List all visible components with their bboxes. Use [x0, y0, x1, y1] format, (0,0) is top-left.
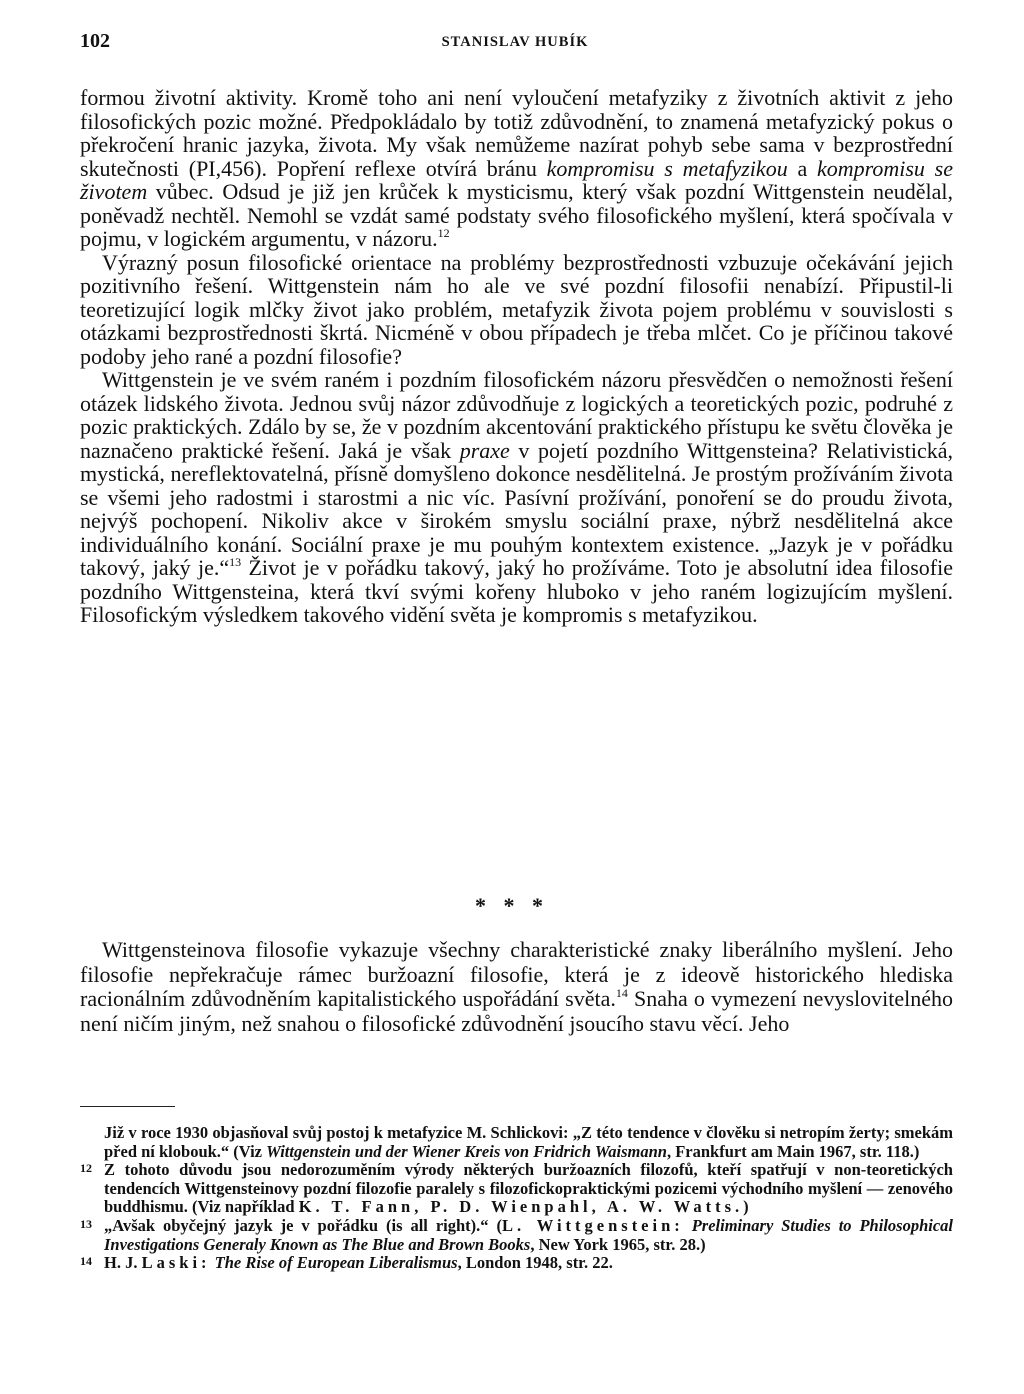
- paragraph-4: Wittgensteinova filosofie vykazuje všechny charakteristické znaky liberálního myšlení. Jeho filosofie nepřekračuje rámec buržoazní filosofie, která je z ideově historického hlediska racionálním zdůvodněním kapitalistického uspořádání světa.$^{14}$ Snaha o vymezení nevyslovitelného není ničím jiným, než snahou o filosofické zdůvodnění jsoucího stavu věcí. Jeho: [80, 937, 953, 1036]
- section-separator: * * *: [475, 893, 549, 918]
- paragraph-3: Wittgenstein je ve svém raném i pozdním filosofickém názoru přesvědčen o nemožnosti řešení otázek lidského života. Jednou svůj názor zdůvodňuje z logických a teoretických pozic, podruhé z pozic praktických. Zdálo by se, že v pozdním akcentování praktického přístupu ke světu člověka je naznačeno praktické řešení. Jaká je však praxe v pojetí pozdního Wittgensteina? Relativistická, mystická, nereflektovatelná, přísně domyšleno dokonce nesdělitelná. Je prostým prožíváním života se všemi jeho radostmi i starostmi a nic víc. Pasívní prožívání, ponoření se do proudu života, nejvýš pochopení. Nikoliv akce v širokém smyslu sociální praxe, nýbrž nesdělitelná akce individuálního konání. Sociální praxe je mu pouhým kontextem existence. „Jazyk je v pořádku takový, jaký je.“$^{13}$ Život je v pořádku takový, jaký ho prožíváme. Toto je absolutní idea filosofie pozdního Wittgensteina, která tkví svými kořeny hluboko v jeho raném logizujícím myšlení. Filosofickým výsledkem takového vidění světa je kompromis s metafyzikou.: [80, 367, 954, 627]
- footnote-14: 14 H. J. Laski: The Rise of European Liberalismus, London 1948, str. 22.: [80, 1253, 613, 1273]
- paragraph-1: formou životní aktivity. Kromě toho ani není vyloučení metafyziky z životních aktivit z jeho filosofických pozic možné. Předpokládalo by totiž zdůvodnění, to znamená metafyzický pokus o překročení hranic jazyka, života. My však nemůžeme nazírat pohyb sebe sama v bezprostřední skutečnosti (PI,456). Popření reflexe otvírá bránu kompromisu s metafyzikou a kompromisu se životem vůbec. Odsud je již jen krůček k mysticismu, který však pozdní Wittgenstein neudělal, poněvadž nechtěl. Nemohl se vzdát samé podstaty svého filosofického myšlení, která spočívala v pojmu, v logickém argumentu, v názoru.$^{12}$: [80, 85, 954, 251]
- footnote-number: 13: [80, 1216, 92, 1231]
- footnote-ref-14[interactable]: 14: [615, 986, 628, 1000]
- footnote-continued: Již v roce 1930 objasňoval svůj postoj k metafyzice M. Schlickovi: „Z této tendence v člověku si netropím žerty; smekám před ní klobouk.“ (Viz Wittgenstein und der Wiener Kreis von Fridrich Waismann, Frankfurt am Main 1967, str. 118.): [104, 1123, 953, 1161]
- footnote-12: 12 Z tohoto důvodu jsou nedorozuměním výrody některých buržoazních filozofů, kteří spatřují v non-teoretických tendencích Wittgensteinovy pozdní filozofie paralely s filozofickopraktickými pozicemi východního myšlení — zenového buddhismu. (Viz například K. T. Fann, P. D. Wienpahl, A. W. Watts.): [80, 1160, 953, 1217]
- page-number: 102: [80, 30, 110, 52]
- running-head: STANISLAV HUBÍK: [441, 34, 589, 50]
- footnote-ref-12[interactable]: 12: [437, 226, 450, 240]
- footnote-13: 13 „Avšak obyčejný jazyk je v pořádku (is all right).“ (L. Wittgenstein: Preliminary Studies to Philosophical Investigations Generaly Known as The Blue and Brown Books, New York 1965, str. 28.): [80, 1215, 953, 1254]
- paragraph-2: Výrazný posun filosofické orientace na problémy bezprostřednosti vzbuzuje očekávání jejich pozitivního řešení. Wittgenstein nám ho ale ve své pozdní filosofii nenabízí. Připustil-li teoretizující logik mlčky život jako problém, metafyzik života pojem problému v souvislosti s otázkami bezprostřednosti škrtá. Nicméně v obou případech je třeba mlčet. Co je příčinou takové podoby jeho rané a pozdní filosofie?: [80, 249, 953, 369]
- emphasis-term: kompromisu s metafyzikou: [546, 155, 788, 181]
- emphasis-term: praxe: [459, 437, 510, 463]
- footnote-number: 14: [80, 1254, 92, 1269]
- emphasis-term: kompromisu se životem: [80, 155, 954, 204]
- main-text: [80, 86, 953, 627]
- main-text-section-2: [80, 938, 953, 1036]
- footnotes: [80, 1124, 953, 1273]
- footnote-ref-13[interactable]: 13: [229, 555, 242, 569]
- footnote-number: 12: [80, 1161, 92, 1176]
- page-header: [80, 30, 950, 62]
- footnote-divider: [80, 1106, 175, 1107]
